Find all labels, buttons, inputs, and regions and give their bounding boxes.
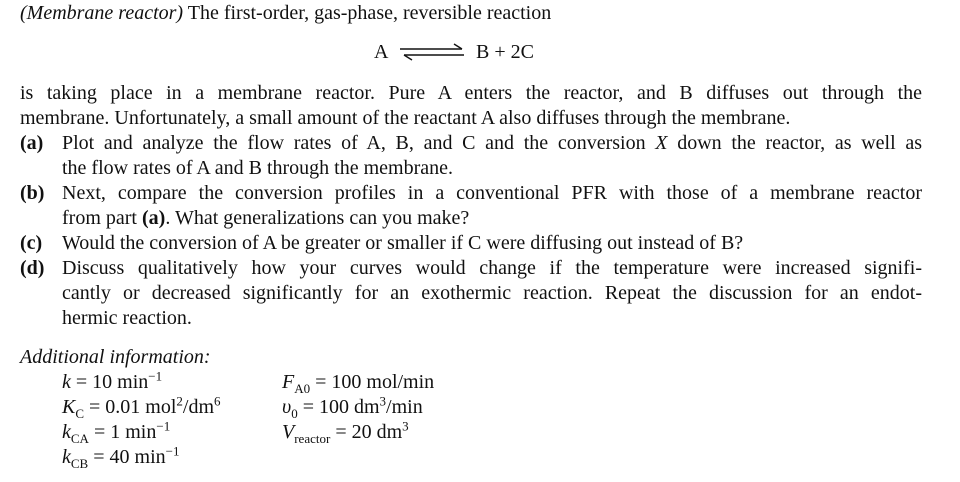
param-kca-value: 1 min xyxy=(110,421,157,443)
param-kc: $K_C = 0.01$ $mol^2/dm^6$ xyxy=(62,393,221,421)
intro-line-2: membrane. Unfortunately, a small amount of the reactant A also diffuses through the membrane. xyxy=(20,107,791,129)
param-k: k = 10 $\min^{-1}$ xyxy=(62,368,163,393)
param-kc-sub: C xyxy=(75,406,85,421)
param-vreactor-sub: reactor xyxy=(294,431,331,446)
param-kcb-value: 40 min xyxy=(109,446,166,468)
part-b-text-1: from part xyxy=(62,207,142,229)
param-v0-sub: 0 xyxy=(291,406,298,421)
param-kcb-sub: CB xyxy=(70,456,89,471)
intro-line-1: is taking place in a membrane reactor. Pure A enters the reactor, and B diffuses out through the xyxy=(20,82,922,104)
param-kc-value: 0.01 mol xyxy=(105,396,177,418)
param-fa0: $F_{A0} = 100$ mol/min xyxy=(282,371,435,396)
additional-heading xyxy=(20,345,211,370)
param-kcb: $k_{CB} = 40$ $\min^{-1}$ xyxy=(62,443,180,471)
reaction-reactant: A xyxy=(374,41,389,63)
part-d-line-1: Discuss qualitatively how your curves would change if the temperature were increased signifi- xyxy=(62,257,922,279)
part-b-line-1: Next, compare the conversion profiles in a conventional PFR with those of a membrane reactor xyxy=(62,182,922,204)
part-b-line-2 xyxy=(62,206,469,231)
part-d-label: (d) xyxy=(20,257,45,279)
param-kc-exp1: 2 xyxy=(176,393,183,409)
part-c-line-1: Would the conversion of A be greater or smaller if C were diffusing out instead of B? xyxy=(62,232,744,254)
conversion-variable: X xyxy=(655,132,668,154)
param-kca-symbol: k xyxy=(62,421,71,443)
param-v0-symbol: υ xyxy=(282,396,292,418)
param-vreactor: $V_{reactor} = 20$ $dm^3$ xyxy=(282,418,409,446)
param-vreactor-value: 20 dm xyxy=(351,421,403,443)
param-k-symbol: k xyxy=(62,371,71,393)
param-vreactor-symbol: V xyxy=(282,421,295,443)
part-a-text-2: down the reactor, as well as xyxy=(667,132,922,154)
problem-title-text: The first-order, gas-phase, reversible reaction xyxy=(183,2,552,24)
param-k-exp: −1 xyxy=(148,368,163,384)
param-fa0-symbol: F xyxy=(282,371,295,393)
part-d-line-2: cantly or decreased significantly for an exothermic reaction. Repeat the discussion for an endot- xyxy=(62,282,922,304)
param-kc-symbol: K xyxy=(62,396,76,418)
part-a-label: (a) xyxy=(20,132,44,154)
part-b-label: (b) xyxy=(20,182,45,204)
param-kca-exp: −1 xyxy=(156,418,171,434)
param-k-value: 10 min xyxy=(92,371,149,393)
param-kcb-symbol: k xyxy=(62,446,71,468)
param-v0-value: 100 dm xyxy=(318,396,380,418)
part-a-line-2: the flow rates of A and B through the membrane. xyxy=(62,157,454,179)
part-c-label: (c) xyxy=(20,232,43,254)
param-fa0-sub: A0 xyxy=(294,381,311,396)
reaction-products: B + 2C xyxy=(476,41,534,63)
param-kc-unit: /dm xyxy=(182,396,215,418)
param-fa0-value: 100 mol/min xyxy=(331,371,435,393)
part-a-text-1: Plot and analyze the flow rates of A, B, and C and the conversion xyxy=(62,132,656,154)
part-b-ref: (a) xyxy=(141,207,166,229)
param-v0-exp: 3 xyxy=(379,393,387,409)
part-d-line-3: hermic reaction. xyxy=(62,307,192,329)
param-kca: $k_{CA} = 1$ $\min^{-1}$ xyxy=(62,418,171,446)
param-v0-unit: /min xyxy=(386,396,423,418)
part-a-line-1 xyxy=(62,131,922,156)
part-b-text-2: . What generalizations can you make? xyxy=(165,207,470,229)
param-v0: $\upsilon_0 = 100$ $dm^3/\min$ xyxy=(282,393,423,421)
param-kcb-exp: −1 xyxy=(165,443,180,459)
problem-tag: (Membrane reactor) xyxy=(20,2,184,24)
param-kc-exp2: 6 xyxy=(214,393,221,409)
additional-heading-text: Additional information: xyxy=(20,346,211,368)
param-vreactor-exp: 3 xyxy=(402,418,409,434)
problem-title xyxy=(20,1,551,26)
param-kca-sub: CA xyxy=(70,431,89,446)
reversible-arrow-icon xyxy=(398,41,468,63)
